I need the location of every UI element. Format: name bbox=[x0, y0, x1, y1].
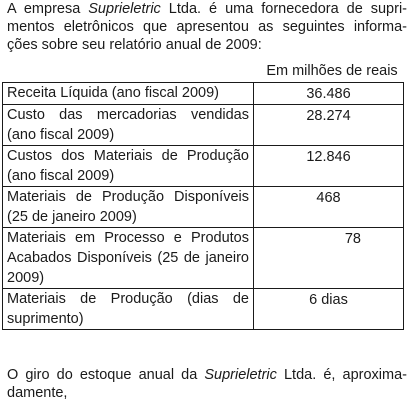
label-line: Custos dos Materiais de Produção bbox=[7, 148, 249, 164]
label-line: suprimento) bbox=[7, 311, 84, 327]
intro-line-3: ções sobre seu relatório anual de 2009: bbox=[7, 37, 262, 53]
row-value: 78 bbox=[254, 228, 404, 289]
row-label bbox=[3, 228, 254, 289]
label-line: Custo das mercadorias vendidas bbox=[7, 107, 249, 123]
intro-line-2: mentos eletrônicos que apresentou as seguintes informa- bbox=[7, 19, 407, 35]
question-prefix: O giro do estoque anual da bbox=[7, 367, 205, 383]
column-header: Em milhões de reais bbox=[266, 63, 398, 79]
table-row bbox=[3, 146, 404, 187]
row-label bbox=[3, 83, 254, 105]
table-row bbox=[3, 187, 404, 228]
row-label bbox=[3, 187, 254, 228]
intro-paragraph bbox=[7, 0, 407, 54]
table-row bbox=[3, 228, 404, 289]
question-suffix: Ltda. é, aproxima- bbox=[276, 367, 407, 383]
row-label bbox=[3, 105, 254, 146]
label-line: (25 de janeiro 2009) bbox=[7, 209, 137, 225]
question-line-2: damente, bbox=[7, 385, 68, 401]
row-value: 36.486 bbox=[254, 83, 404, 105]
row-value: 28.274 bbox=[254, 105, 404, 146]
intro-suffix: Ltda. é uma fornecedora de supri- bbox=[160, 1, 408, 17]
company-name: Suprieletric bbox=[88, 1, 161, 17]
label-line: (ano fiscal 2009) bbox=[7, 168, 115, 184]
row-label bbox=[3, 289, 254, 330]
label-line: Receita Líquida (ano fiscal 2009) bbox=[7, 85, 219, 101]
intro-prefix: A empresa bbox=[7, 1, 89, 17]
company-name: Suprieletric bbox=[204, 367, 277, 383]
question-paragraph bbox=[7, 366, 407, 402]
row-value: 468 bbox=[254, 187, 404, 228]
label-line: 2009) bbox=[7, 270, 45, 286]
label-line: Materiais em Processo e Produtos bbox=[7, 230, 249, 246]
question-line-1 bbox=[7, 366, 407, 384]
label-line: Materiais de Produção (dias de bbox=[7, 291, 249, 307]
table-row bbox=[3, 83, 404, 105]
financial-table bbox=[2, 82, 404, 330]
row-value: 12.846 bbox=[254, 146, 404, 187]
intro-line-1 bbox=[7, 0, 407, 18]
label-line: Acabados Disponíveis (25 de janeiro bbox=[7, 250, 249, 266]
label-line: (ano fiscal 2009) bbox=[7, 127, 115, 143]
label-line: Materiais de Produção Disponíveis bbox=[7, 189, 249, 205]
row-value: 6 dias bbox=[254, 289, 404, 330]
row-label bbox=[3, 146, 254, 187]
table-row bbox=[3, 289, 404, 330]
table-row bbox=[3, 105, 404, 146]
